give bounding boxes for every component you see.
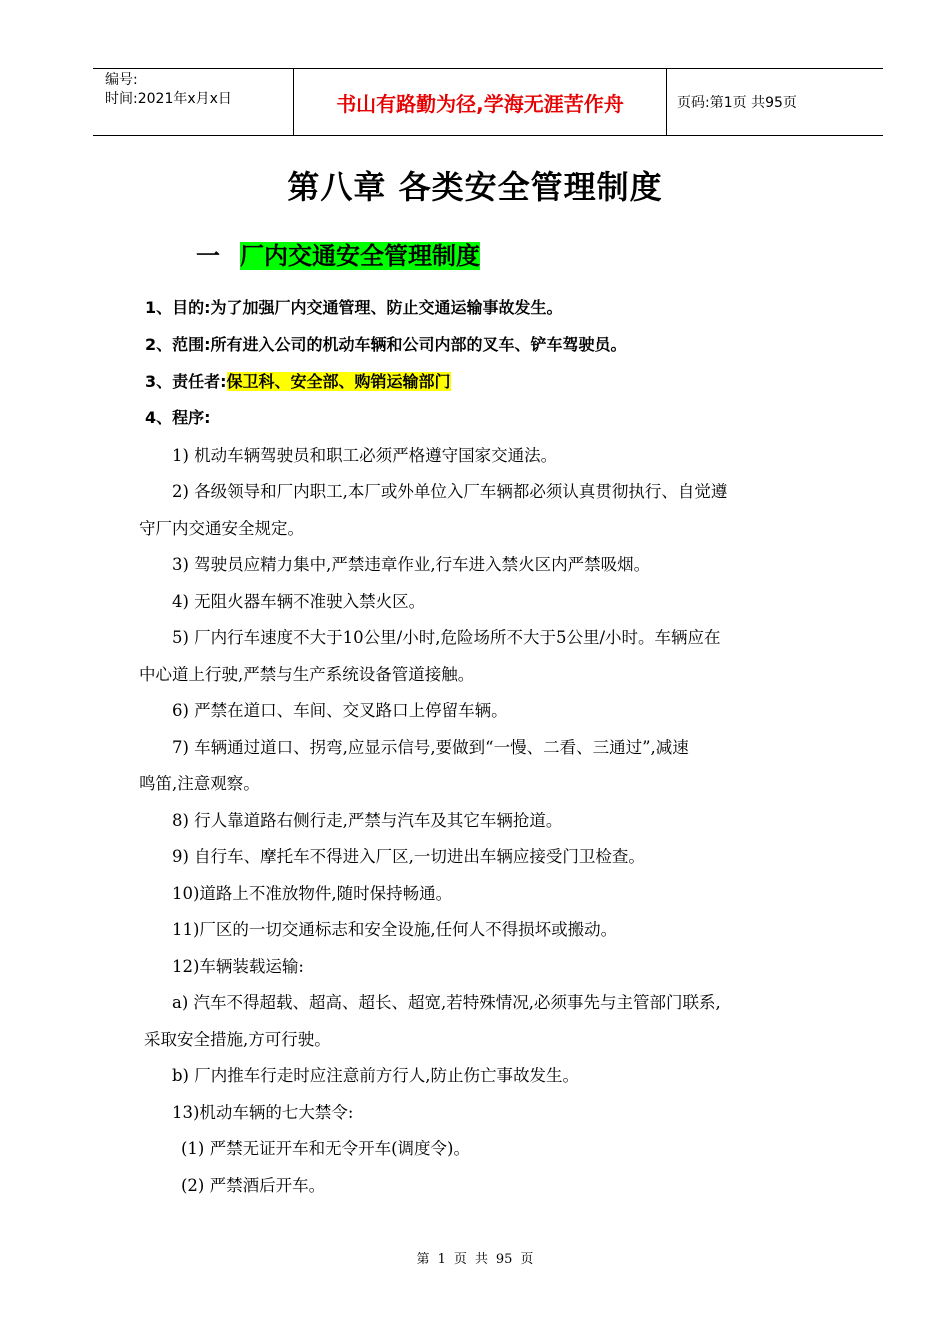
footer-total-pages: 95 xyxy=(495,1252,513,1267)
procedure-line: 11)厂区的一切交通标志和安全设施,任何人不得损坏或搬动。 xyxy=(172,920,618,939)
procedure-line: (2) 严禁酒后开车。 xyxy=(181,1176,326,1195)
item-purpose: 1、目的:为了加强厂内交通管理、防止交通运输事故发生。 xyxy=(145,298,563,317)
section-title: 厂内交通安全管理制度 xyxy=(240,242,480,270)
procedure-line: (1) 严禁无证开车和无令开车(调度令)。 xyxy=(181,1139,470,1158)
header-page-info: 页码:第1页 共95页 xyxy=(677,95,797,111)
procedure-line: 鸣笛,注意观察。 xyxy=(139,774,260,793)
procedure-line: a) 汽车不得超载、超高、超长、超宽,若特殊情况,必须事先与主管部门联系, xyxy=(172,993,721,1012)
procedure-line: 13)机动车辆的七大禁令: xyxy=(172,1103,354,1122)
footer-page-number: 1 xyxy=(437,1252,446,1267)
procedure-line: 4) 无阻火器车辆不准驶入禁火区。 xyxy=(172,592,426,611)
footer-ye: 页 xyxy=(520,1252,534,1267)
procedure-line: 采取安全措施,方可行驶。 xyxy=(144,1030,331,1049)
procedure-line: 1) 机动车辆驾驶员和职工必须严格遵守国家交通法。 xyxy=(172,446,558,465)
procedure-line: 2) 各级领导和厂内职工,本厂或外单位入厂车辆都必须认真贯彻执行、自觉遵 xyxy=(172,482,728,501)
procedure-line: 12)车辆装载运输: xyxy=(172,957,304,976)
document-number-label: 编号: xyxy=(105,72,138,88)
footer-di: 第 xyxy=(416,1252,430,1267)
header-motto: 书山有路勤为径,学海无涯苦作舟 xyxy=(294,69,667,135)
item-procedure: 4、程序: xyxy=(145,408,211,427)
page-header xyxy=(93,68,883,136)
responsible-label: 3、责任者: xyxy=(145,372,227,391)
document-time-label: 时间:2021年x月x日 xyxy=(105,91,232,107)
procedure-line: b) 厂内推车行走时应注意前方行人,防止伤亡事故发生。 xyxy=(172,1066,579,1085)
procedure-line: 6) 严禁在道口、车间、交叉路口上停留车辆。 xyxy=(172,701,508,720)
item-responsible xyxy=(145,369,451,392)
chapter-title: 第八章 各类安全管理制度 xyxy=(287,168,663,206)
procedure-line: 7) 车辆通过道口、拐弯,应显示信号,要做到“一慢、二看、三通过”,减速 xyxy=(172,738,689,757)
procedure-line: 8) 行人靠道路右侧行走,严禁与汽车及其它车辆抢道。 xyxy=(172,811,563,830)
procedure-line: 中心道上行驶,严禁与生产系统设备管道接触。 xyxy=(139,665,475,684)
section-heading xyxy=(196,236,480,271)
page-footer xyxy=(0,1248,950,1267)
responsible-value: 保卫科、安全部、购销运输部门 xyxy=(226,372,451,391)
item-scope: 2、范围:所有进入公司的机动车辆和公司内部的叉车、铲车驾驶员。 xyxy=(145,335,627,354)
section-number: 一 xyxy=(196,242,220,270)
footer-ye: 页 xyxy=(453,1252,467,1267)
procedure-line: 5) 厂内行车速度不大于10公里/小时,危险场所不大于5公里/小时。车辆应在 xyxy=(172,628,721,647)
procedure-line: 守厂内交通安全规定。 xyxy=(139,519,304,538)
footer-gong: 共 xyxy=(474,1252,488,1267)
procedure-line: 10)道路上不准放物件,随时保持畅通。 xyxy=(172,884,453,903)
procedure-line: 3) 驾驶员应精力集中,严禁违章作业,行车进入禁火区内严禁吸烟。 xyxy=(172,555,651,574)
header-meta-cell xyxy=(93,69,294,135)
procedure-line: 9) 自行车、摩托车不得进入厂区,一切进出车辆应接受门卫检查。 xyxy=(172,847,645,866)
